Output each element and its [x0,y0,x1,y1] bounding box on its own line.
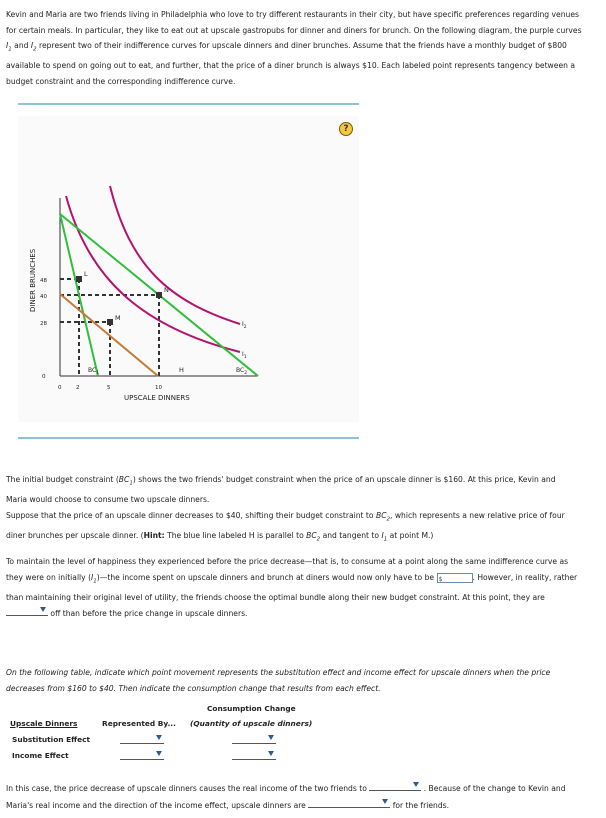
budget-line-h [60,294,158,376]
chevron-down-icon [156,735,162,740]
y-tick-48: 48 [40,278,47,284]
chevron-down-icon [268,735,274,740]
y-tick-28: 28 [40,321,47,327]
intro-line: available to spend on going out to eat, and further, that the price of a diner brunch is always $10. Each labeled point represents tangency between a [6,61,575,71]
substitution-represented-dropdown[interactable] [120,733,164,744]
intro-paragraph [6,7,598,89]
intro-line: budget constraint and the corresponding indifference curve. [6,76,236,86]
label-N: N [164,286,169,294]
label-i2: $I_2$ [242,321,247,330]
row-income-label: Income Effect [12,751,69,760]
intro-line: for certain meals. In particular, they like to eat out at upscale gastropubs for dinner and diners for brunch. On the following diagram, the purple curves [6,25,582,35]
intro-line: $I_1$ and $I_2$ represent two of their indifference curves for upscale dinners and diner brunches. Assume that the friends have a monthly budget of $800 [6,41,567,53]
row-substitution-label: Substitution Effect [12,735,91,744]
income-represented-dropdown[interactable] [120,749,164,760]
income-input[interactable] [437,573,473,583]
q2-paragraph: Suppose that the price of an upscale dinner decreases to $40, shifting their budget constraint to $BC_2$, which represents a new relative price of four diner brunches per upscale dinner. (Hint: The blue line labeled H is parallel to $BC_2$ and tangent to $I_1$ at point M.) [6,511,565,543]
income-change-dropdown[interactable] [232,749,276,760]
divider-bottom [18,437,359,439]
x-tick-10: 10 [155,385,162,391]
label-bc1: $BC_1$ [88,367,100,376]
indifference-curve-i2 [110,186,240,324]
label-L: L [84,270,88,278]
substitution-change-dropdown[interactable] [232,733,276,744]
point-L [76,276,82,282]
chevron-down-icon [40,607,46,612]
better-worse-dropdown[interactable] [6,605,48,616]
good-type-dropdown[interactable] [308,797,390,808]
real-income-dropdown[interactable] [369,780,421,791]
y-tick-40: 40 [40,294,47,300]
col-header-represented: Represented By... [102,719,176,728]
divider-top [18,103,359,105]
chevron-down-icon [156,751,162,756]
graph-panel [18,116,359,422]
col-header-consumption: Consumption Change [207,704,296,713]
x-tick-5: 5 [107,385,111,391]
col-header-quantity: (Quantity of upscale dinners) [190,719,313,728]
x-tick-0: 0 [58,385,62,391]
x-axis-label: UPSCALE DINNERS [124,394,190,402]
i2-symbol: $I_2$ [30,41,37,53]
label-i1: $I_1$ [242,351,247,360]
label-M: M [115,314,121,322]
x-tick-2: 2 [76,385,80,391]
y-axis-label: DINER BRUNCHES [29,248,37,312]
chevron-down-icon [413,782,419,787]
final-paragraph: In this case, the price decrease of upscale dinners causes the real income of the two friends to . Because of the change to Kevin and Maria's real income and the direction of the income effect, upscale dinners are for the friends. [6,780,598,813]
point-N [156,292,162,298]
help-icon: ? [343,124,349,134]
indifference-graph [18,116,359,422]
q3-paragraph: To maintain the level of happiness they experienced before the price decrease—that is, to consume at a point along the same indifference curve as they were on initially $(I_1)—the$ income spent on upscale dinners and brunch at diners would now only have to be $ . However, in reality, rather than maintaining their original level of utility, the friends choose the optimal bundle along their new budget constraint. At this point, they are off than before the price change in upscale dinners. [6,557,578,619]
q1-paragraph: The initial budget constraint $(BC_1)$ shows the two friends' budget constraint when the price of an upscale dinner is $160. At this price, Kevin and Maria would choose to consume two upscale dinners. [6,475,556,505]
y-tick-0: 0 [42,374,46,380]
intro-line: Kevin and Maria are two friends living in Philadelphia who love to try different restaurants in their city, but have specific preferences regarding venues [6,10,579,19]
i1-symbol: $I_1$ [6,41,12,53]
table-instructions: On the following table, indicate which point movement represents the substitution effect and income effect for upscale dinners when the price decreases from $160 to $40. Then indicate the consumption change that results from each effect. [6,668,551,693]
point-M [107,319,113,325]
chevron-down-icon [268,751,274,756]
chevron-down-icon [382,799,388,804]
help-button[interactable] [339,122,353,136]
currency-symbol: $ [438,574,443,583]
label-H: H [179,366,184,374]
col-header-upscale: Upscale Dinners [10,719,78,728]
label-bc2: $BC_2$ [236,367,248,376]
